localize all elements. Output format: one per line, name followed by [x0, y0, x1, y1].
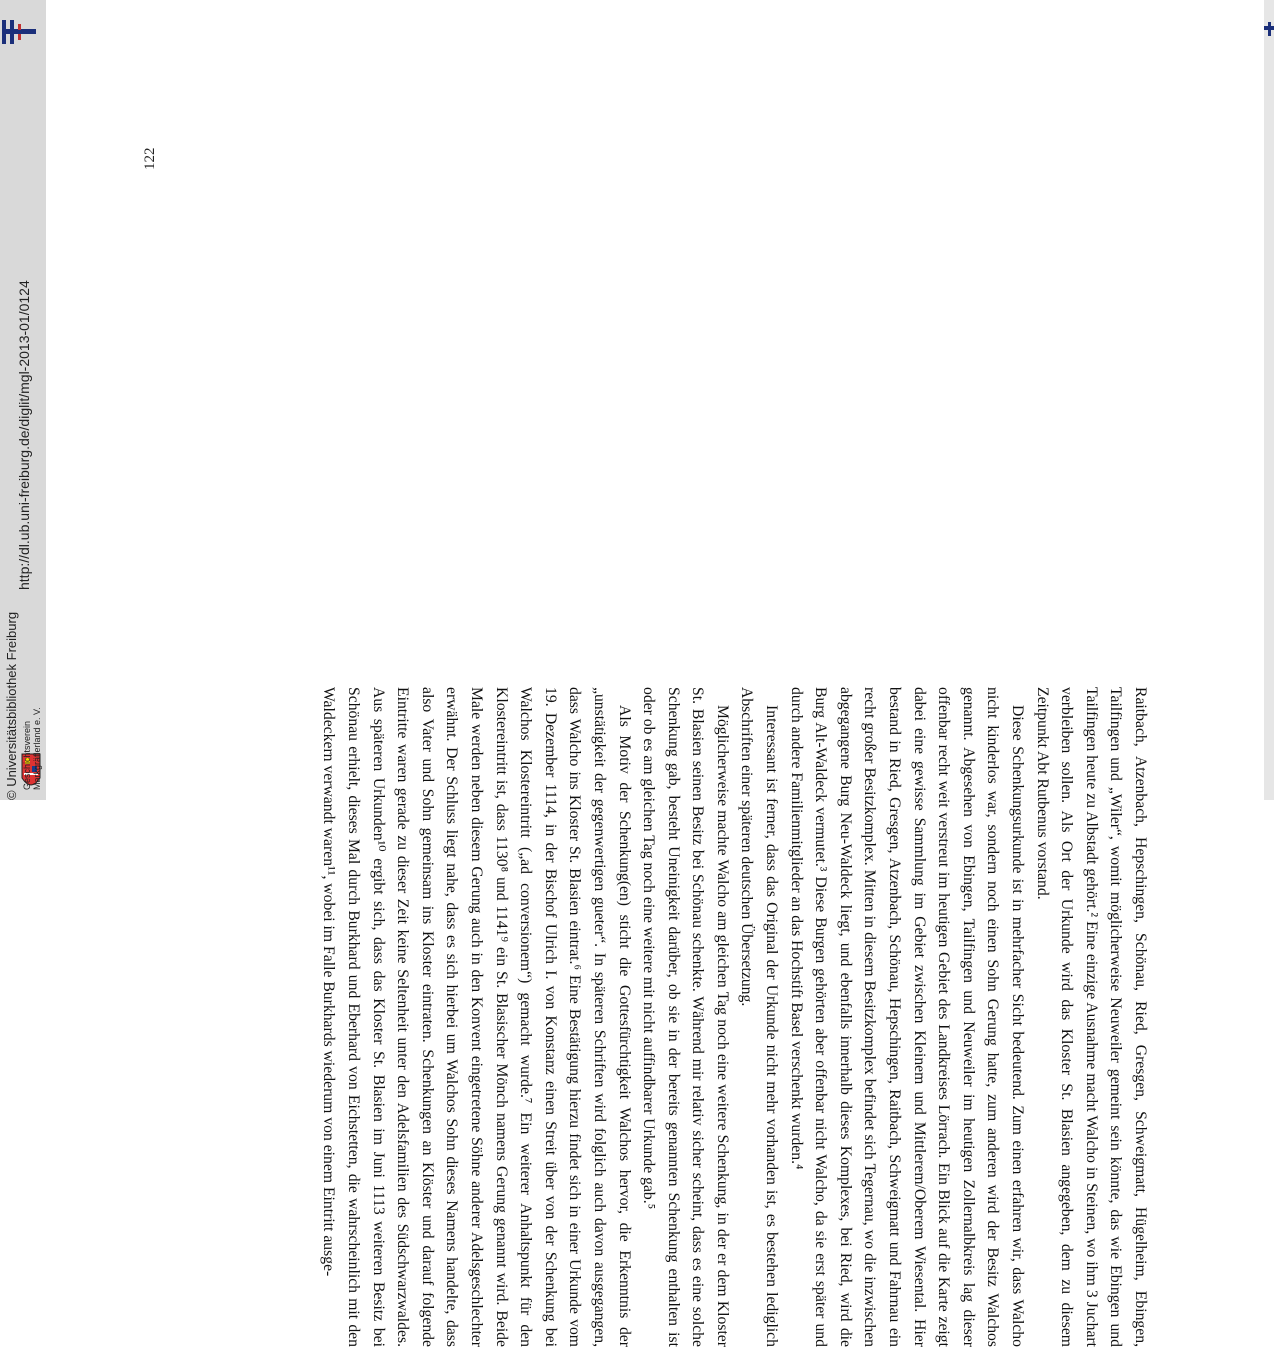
page-number: 122: [142, 147, 158, 170]
society-line-2: Markgräflerland e. V.: [32, 707, 42, 790]
paragraph: Als Motiv der Schenkung(en) sticht die Gottesfürchtigkeit Walchos hervor, die Erkenntnis der „unstätigkeit der gegenwertigen gueter“. In späteren Schriften wird folglich auch davon ausgegangen, dass Walcho ins Kloster St. Blasien eintrat.⁶ Eine Bestätigung hierzu findet sich in einer Urkunde vom 19. Dezember 1114, in der Bischof Ulrich I. von Konstanz einen Streit über von der Schenkung bei Walchos Klostereintritt („ad conversionem“) gemacht wurde.⁷ Ein weiterer Anhaltspunkt für den Klostereintritt ist, dass 1130⁸ und 1141⁹ ein St. Blasischer Mönch namens Gerung genannt wird. Beide Male werden neben diesem Gerung auch in den Konvent eingetretene Söhne anderer Adelsgeschlechter erwähnt. Der Schluss liegt nahe, dass es sich hierbei um Walchos Sohn dieses Namens handelte, dass also Vater und Sohn gemeinsam ins Kloster eintraten. Schenkungen an Klöster und darauf folgende Eintritte waren gerade zu dieser Zeit keine Seltenheit unter den Adelsfamilien des Südschwarzwaldes. Aus späteren Urkunden¹⁰ ergibt sich, dass das Kloster St. Blasien im Juni 1113 weiteren Besitz bei Schönau erhielt, dieses Mal durch Burkhard und Eberhard von Eichstetten, die wahrscheinlich mit den Waldeckern verwandt waren¹¹, wobei im Falle Burkhards wiederum von einem Eintritt ausge-: [320, 687, 633, 1347]
document-url[interactable]: http://dl.ub.uni-freiburg.de/diglit/mgl-2013-01/0124: [16, 280, 32, 590]
paragraph: Diese Schenkungsurkunde ist in mehrfacher Sicht bedeutend. Zum einen erfahren wir, dass Walcho nicht kinderlos war, sondern noch einen Sohn Gerung hatte, zum anderen wird der Besitz Walchos genannt. Abgesehen von Ebingen, Tailfingen und Neuweiler im heutigen Zollernalbkreis lag dieser offenbar recht weit verstreut im heutigen Gebiet des Landkreises Lörrach. Ein Blick auf die Karte zeigt dabei eine gewisse Sammlung im Gebiet zwischen Kleinem und Mittlerem/Oberem Wiesental. Hier bestand in Ried, Gresgen, Atzenbach, Schönau, Hepschingen, Raitbach, Schweigmatt und Fahrnau ein recht großer Besitzkomplex. Mitten in diesem Besitzkomplex befindet sich Tegernau, wo die inzwischen abgegangene Burg Neu-Waldeck liegt, und ebenfalls innerhalb dieses Komplexes, bei Ried, wird die Burg Alt-Waldeck vermutet.³ Diese Burgen gehörten aber offenbar nicht Walcho, da sie erst später und durch andere Familienmitglieder an das Hochstift Basel verschenkt wurden.⁴: [787, 687, 1027, 1347]
copyright-notice: © Universitätsbibliothek Freiburg: [4, 611, 19, 800]
paragraph: Möglicherweise machte Walcho am gleichen Tag noch eine weitere Schenkung, in der er dem Kloster St. Blasien seinen Besitz bei Schönau schenkte. Während mir relativ sicher scheint, dass es eine solche Schenkung gab, besteht Uneinigkeit darüber, ob sie in der bereits genannten Schenkung enthalten ist oder ob es am gleichen Tag noch eine weitere mit nicht auffindbarer Urkunde gab.⁵: [640, 687, 731, 1347]
viewer-right-margin: [1264, 0, 1274, 800]
ub-logo-mirror-icon: [1264, 22, 1274, 36]
paragraph: Interessant ist ferner, dass das Original der Urkunde nicht mehr vorhanden ist, es bestehen lediglich Abschriften einer späteren deutschen Übersetzung.: [738, 687, 781, 1347]
paragraph: Raitbach, Atzenbach, Hepschingen, Schönau, Ried, Gresgen, Schweigmatt, Hügelheim, Ebingen, Tailfingen und „Wiler“, womit möglicherweise Neuweiler gemeint sein könnte, das wie Ebingen und Tailfingen heute zu Albstadt gehört.² Eine einzige Ausnahme macht Walcho in Steinen, wo ihm 3 Juchart verbleiben sollen. Als Ort der Urkunde wird das Kloster St. Blasien angegeben, dem zu diesem Zeitpunkt Abt Rutbenus vorstand.: [1033, 687, 1149, 1347]
body-text: [152, 687, 1152, 1347]
society-line-1: Geschichtsverein: [22, 720, 32, 790]
